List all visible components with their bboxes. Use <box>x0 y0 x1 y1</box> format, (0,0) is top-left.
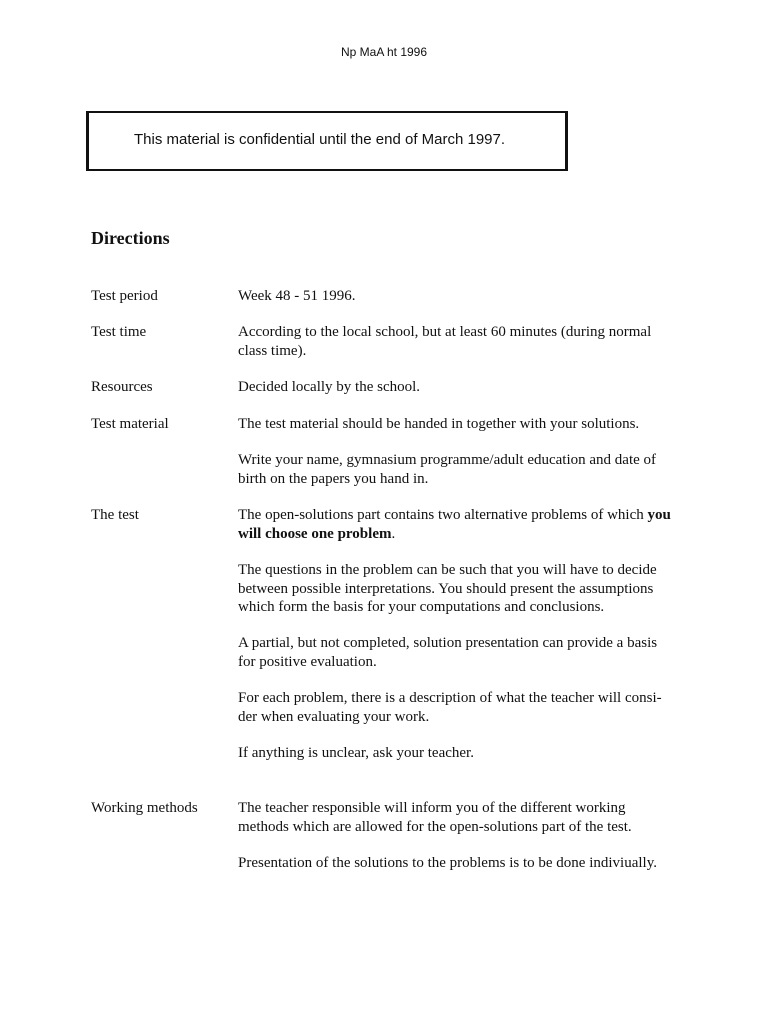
text-interpretations: The questions in the problem can be such that you will have to decide between possible interpretations. You should present the assumptions which form the basis for your computations and conclusions. <box>238 562 657 615</box>
text-the-test-emphasis: you will choose one problem <box>238 507 671 542</box>
label-resources: Resources <box>91 379 153 395</box>
text-test-time: According to the local school, but at least 60 minutes (during normal class time). <box>238 324 652 359</box>
label-the-test: The test <box>91 507 139 523</box>
label-working-methods: Working methods <box>91 800 198 816</box>
text-presentation: Presentation of the solutions to the problems is to be done indiviually. <box>238 855 657 871</box>
label-test-time: Test time <box>91 324 147 340</box>
label-test-period: Test period <box>91 288 158 304</box>
confidential-notice-text: This material is confidential until the end of March 1997. <box>134 131 506 148</box>
text-the-test-intro: The open-solutions part contains two alternative problems of which <box>238 507 648 523</box>
text-the-test <box>238 506 678 543</box>
directions-heading: Directions <box>91 228 170 248</box>
text-working-methods: The teacher responsible will inform you of the different working methods which are allowed for the open-solutions part of the test. <box>238 800 632 835</box>
text-ask-teacher: If anything is unclear, ask your teacher. <box>238 745 474 761</box>
text-the-test-end: . <box>391 525 396 542</box>
page-header-code: Np MaA ht 1996 <box>340 45 428 59</box>
text-resources: Decided locally by the school. <box>238 379 421 395</box>
label-test-material: Test material <box>91 416 169 432</box>
text-evaluation: For each problem, there is a description of what the teacher will consi-der when evaluating your work. <box>238 690 662 725</box>
text-partial-solution: A partial, but not completed, solution presentation can provide a basis for positive evaluation. <box>238 635 658 670</box>
text-test-material: The test material should be handed in together with your solutions. <box>238 416 640 432</box>
text-write-name: Write your name, gymnasium programme/adult education and date of birth on the papers you hand in. <box>238 452 657 487</box>
text-test-period: Week 48 - 51 1996. <box>238 288 356 304</box>
